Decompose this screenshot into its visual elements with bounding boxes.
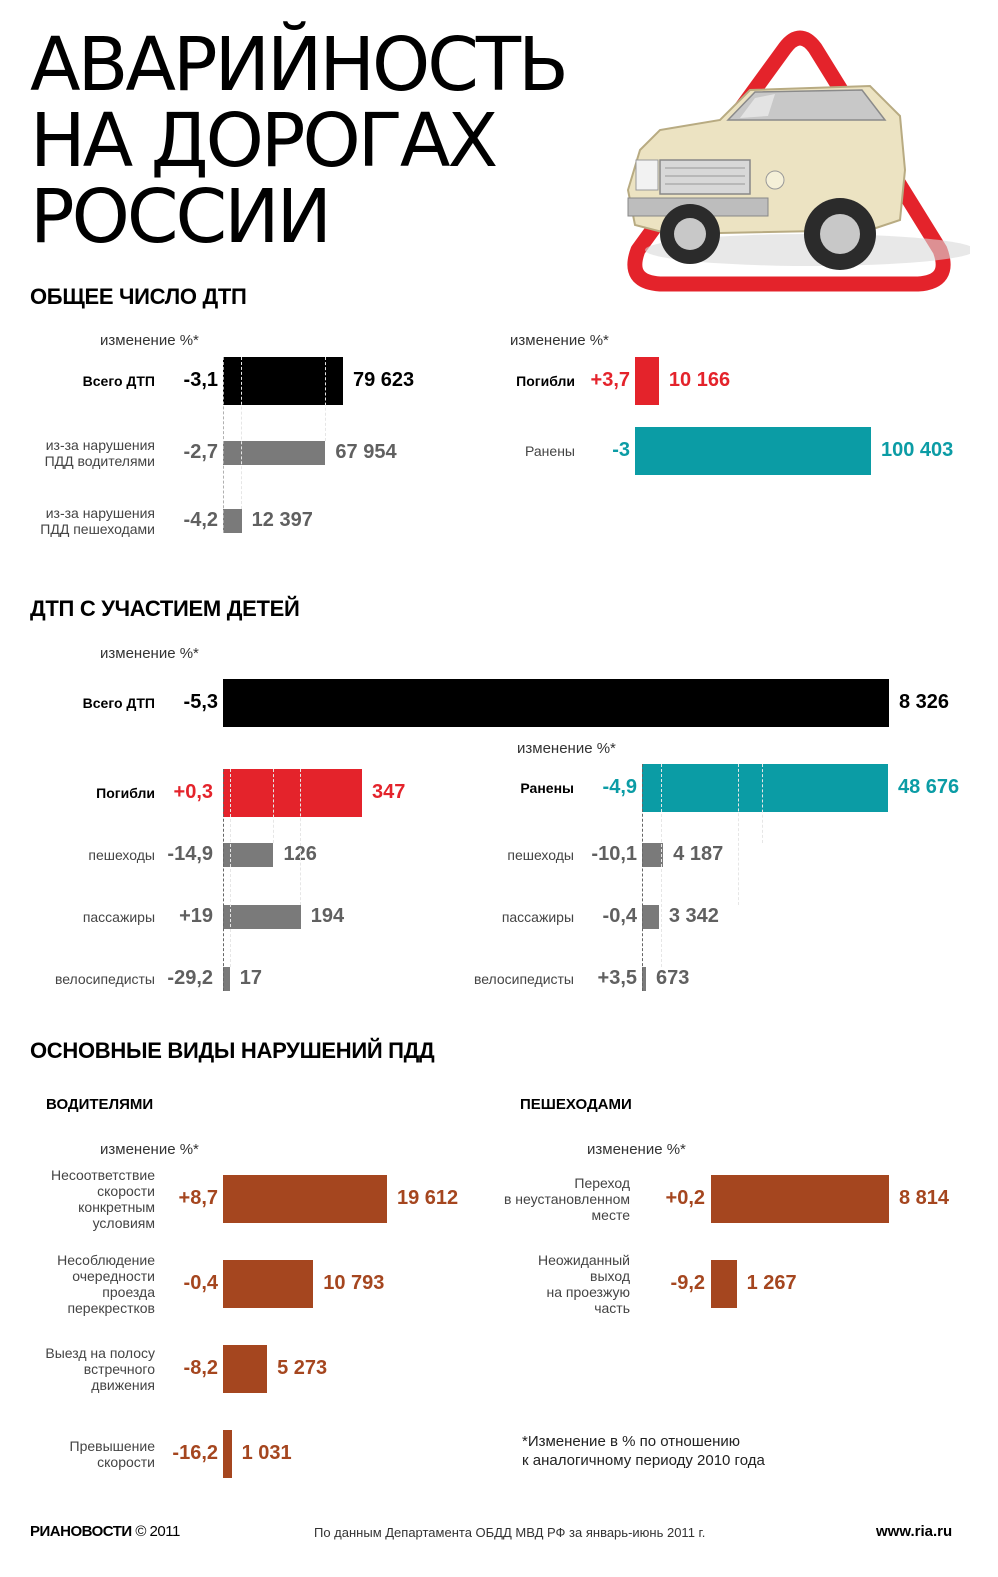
category-label (404, 847, 574, 863)
category-label (404, 909, 574, 925)
value-label: 79 623 (353, 369, 415, 391)
bar (223, 769, 362, 817)
category-label-line: Несоответствие (50, 1167, 155, 1183)
dashed-guide (230, 769, 231, 967)
website-link[interactable]: www.ria.ru (876, 1523, 953, 1540)
value-label: 1 031 (241, 1442, 292, 1464)
category-label-line: пассажиры (82, 909, 155, 925)
category-label (0, 505, 155, 537)
bar (223, 509, 242, 533)
category-label-line: конкретным (78, 1199, 155, 1215)
title-line: НА ДОРОГАХ (30, 98, 496, 184)
value-label: 48 676 (898, 776, 960, 798)
change-label: -14,9 (167, 843, 213, 865)
dashed-guide (273, 769, 274, 843)
dashed-guide (661, 764, 662, 967)
category-label-line: велосипедисты (54, 971, 155, 987)
dashed-guide (300, 769, 301, 905)
bar (223, 1175, 387, 1223)
value-label: 126 (283, 843, 317, 865)
value-label: 19 612 (397, 1187, 459, 1209)
value-label: 194 (310, 905, 345, 927)
category-label (0, 437, 155, 469)
dashed-guide (325, 357, 326, 441)
category-label-line: на проезжую (546, 1284, 630, 1300)
value-label: 673 (656, 967, 690, 989)
change-label: +19 (179, 905, 213, 927)
page-title (30, 22, 610, 260)
subsection-title-drivers: ВОДИТЕЛЯМИ (46, 1096, 154, 1113)
value-label: 67 954 (335, 441, 397, 463)
change-label: -0,4 (183, 1272, 218, 1294)
category-label (0, 785, 155, 801)
value-label: 347 (372, 781, 406, 803)
section-title-total: ОБЩЕЕ ЧИСЛО ДТП (30, 284, 247, 309)
change-label: -8,2 (183, 1357, 218, 1379)
change-label: -16,2 (172, 1442, 218, 1464)
car-warning-triangle-icon (600, 20, 970, 300)
change-header: изменение %* (517, 740, 616, 757)
category-label (0, 847, 155, 863)
category-label (0, 695, 155, 711)
category-label-line: Переход (574, 1175, 630, 1191)
category-label-line: велосипедисты (473, 971, 574, 987)
change-label: +0,3 (173, 781, 213, 803)
bar (642, 764, 888, 812)
category-label (405, 373, 575, 389)
category-label-line: Ранены (525, 443, 575, 459)
change-label: -0,4 (602, 905, 637, 927)
bar (642, 905, 659, 929)
dashed-guide (738, 764, 739, 905)
category-label (0, 909, 155, 925)
copyright: © 2011 (135, 1523, 180, 1540)
footnote (522, 1432, 765, 1470)
category-label-line: скорости (97, 1183, 155, 1199)
bar (223, 967, 230, 991)
change-label: -2,7 (183, 441, 218, 463)
change-header: изменение %* (100, 332, 199, 349)
bar (642, 843, 663, 867)
category-label-line: Погибли (516, 373, 575, 389)
category-label-line: Ранены (520, 780, 574, 796)
value-label: 3 342 (668, 905, 719, 927)
category-label (404, 780, 574, 796)
change-label: -10,1 (591, 843, 637, 865)
value-label: 12 397 (251, 509, 313, 531)
category-label-line: выход (590, 1268, 630, 1284)
dashed-guide (223, 769, 224, 991)
dashed-guide (223, 357, 224, 533)
bar (223, 441, 325, 465)
bar (223, 1260, 313, 1308)
category-label (0, 971, 155, 987)
bar (711, 1175, 889, 1223)
value-label: 10 166 (668, 369, 731, 391)
category-label-line: Всего ДТП (82, 695, 155, 711)
category-label-line: перекрестков (67, 1300, 155, 1316)
category-label-line: из-за нарушения (45, 437, 155, 453)
change-header: изменение %* (510, 332, 609, 349)
category-label-line: движения (91, 1377, 155, 1393)
change-label: -29,2 (167, 967, 213, 989)
ria-novosti-logo (30, 1523, 180, 1540)
title-line: АВАРИЙНОСТЬ (30, 22, 566, 108)
category-label-line: очередности (72, 1268, 155, 1284)
category-label-line: Неожиданный (537, 1252, 630, 1268)
logo-text: РИАНОВОСТИ (30, 1523, 132, 1540)
change-label: +8,7 (178, 1187, 218, 1209)
change-header: изменение %* (100, 645, 199, 662)
dashed-guide (241, 357, 242, 509)
value-label: 8 326 (899, 691, 950, 713)
change-label: -5,3 (183, 691, 218, 713)
dashed-guide (642, 764, 643, 991)
footnote-line: *Изменение в % по отношению (522, 1433, 741, 1450)
title-line: РОССИИ (30, 174, 329, 260)
value-label: 10 793 (323, 1272, 385, 1294)
category-label-line: Превышение (69, 1438, 155, 1454)
change-label: -3,1 (183, 369, 218, 391)
value-label: 17 (239, 967, 263, 989)
category-label (460, 1175, 630, 1223)
category-label-line: месте (591, 1207, 630, 1223)
section-title-children: ДТП С УЧАСТИЕМ ДЕТЕЙ (30, 596, 300, 621)
category-label-line: Погибли (96, 785, 155, 801)
change-label: -9,2 (670, 1272, 705, 1294)
bar (711, 1260, 737, 1308)
category-label-line: Всего ДТП (82, 373, 155, 389)
bar (635, 427, 871, 475)
section-title-violations: ОСНОВНЫЕ ВИДЫ НАРУШЕНИЙ ПДД (30, 1038, 435, 1063)
category-label-line: в неустановленном (503, 1191, 630, 1207)
category-label (0, 1345, 155, 1393)
category-label-line: ПДД водителями (44, 453, 155, 469)
change-label: +3,7 (590, 369, 630, 391)
value-label: 5 273 (277, 1357, 328, 1379)
category-label (405, 443, 575, 459)
bar (223, 1345, 267, 1393)
category-label-line: пешеходы (507, 847, 574, 863)
change-label: -3 (612, 439, 630, 461)
change-header: изменение %* (100, 1141, 199, 1158)
category-label (0, 373, 155, 389)
dashed-guide (762, 764, 763, 843)
category-label (404, 971, 574, 987)
category-label-line: Выезд на полосу (45, 1345, 155, 1361)
category-label-line: встречного (83, 1361, 155, 1377)
bar (635, 357, 659, 405)
category-label-line: ПДД пешеходами (40, 521, 155, 537)
category-label-line: проезда (102, 1284, 155, 1300)
value-label: 4 187 (673, 843, 724, 865)
value-label: 8 814 (899, 1187, 950, 1209)
category-label (0, 1438, 155, 1470)
category-label-line: пассажиры (501, 909, 574, 925)
change-label: +3,5 (597, 967, 637, 989)
change-label: -4,9 (602, 776, 637, 798)
category-label-line: Несоблюдение (57, 1252, 155, 1268)
change-label: +0,2 (665, 1187, 705, 1209)
category-label-line: условиям (92, 1215, 155, 1231)
category-label-line: из-за нарушения (45, 505, 155, 521)
value-label: 100 403 (881, 439, 954, 461)
category-label (460, 1252, 630, 1316)
subsection-title-pedestrians: ПЕШЕХОДАМИ (520, 1096, 632, 1113)
bar (223, 679, 889, 727)
footnote-line: к аналогичному периоду 2010 года (522, 1452, 765, 1469)
source-note: По данным Департамента ОБДД МВД РФ за январь-июнь 2011 г. (314, 1525, 706, 1540)
category-label (0, 1252, 155, 1316)
category-label-line: пешеходы (88, 847, 155, 863)
value-label: 1 267 (746, 1272, 797, 1294)
category-label-line: часть (594, 1300, 630, 1316)
bar (223, 1430, 232, 1478)
category-label-line: скорости (97, 1454, 155, 1470)
bar (223, 905, 301, 929)
category-label (0, 1167, 155, 1231)
change-label: -4,2 (183, 509, 218, 531)
change-header: изменение %* (587, 1141, 686, 1158)
